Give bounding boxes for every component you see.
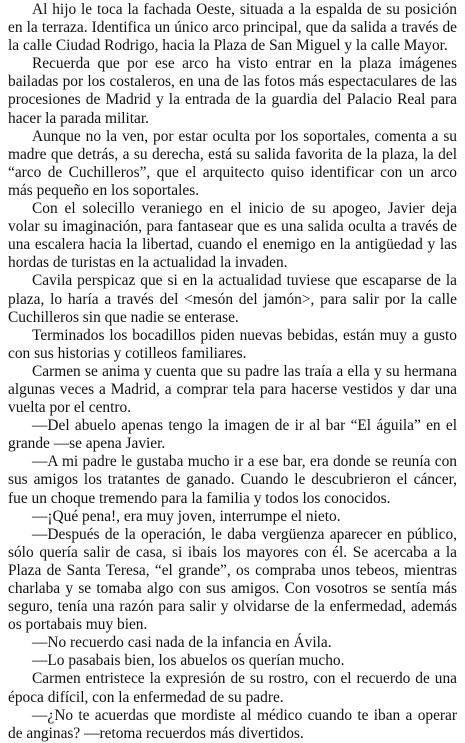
paragraph: Aunque no la ven, por estar oculta por los soportales, comenta a su madre que detrás, a su derecha, está su salida favorita de la plaza, la del “arco de Cuchilleros”, que el arquitecto quiso identificar con un arco más pequeño en los soportales. xyxy=(8,127,457,199)
dialogue-line: —Lo pasabais bien, los abuelos os querían mucho. xyxy=(32,652,345,670)
paragraph: Al hijo le toca la fachada Oeste, situada a la espalda de su posición en la terraza. Identifica un único arco principal, que da salida a través de la calle Ciudad Rodrigo, hacia la Plaza de San Miguel y la calle Mayor. xyxy=(8,1,457,55)
paragraph: Carmen entristece la expresión de su rostro, con el recuerdo de una época difícil, con la enfermedad de su padre. xyxy=(8,670,457,706)
dialogue-line: —Del abuelo apenas tengo la imagen de ir al bar “El águila” en el grande —se apena Javier. xyxy=(8,417,457,453)
dialogue-line: —¡Qué pena!, era muy joven, interrumpe el nieto. xyxy=(32,507,341,525)
dialogue-line: —Después de la operación, le daba vergüenza aparecer en público, sólo quería salir de casa, si ibais los mayores con él. Se acercaba a la Plaza de Santa Teresa, “el grande”, os compraba unos tebeos, mientras charlaba y se tomaba algo con sus amigos. Con vosotros se sentía más seguro, tenía una razón para salir y olvidarse de la enfermedad, además os portabais muy bien. xyxy=(8,525,457,634)
paragraph: Terminados los bocadillos piden nuevas bebidas, están muy a gusto con sus historias y cotilleos familiares. xyxy=(8,326,457,362)
body-text xyxy=(8,1,457,743)
dialogue-line: —¿No te acuerdas que mordiste al médico cuando te iban a operar de anginas? —retoma recuerdos más divertidos. xyxy=(8,706,457,742)
paragraph: Recuerda que por ese arco ha visto entrar en la plaza imágenes bailadas por los costaleros, en una de las fotos más espectaculares de las procesiones de Madrid y la entrada de la guardia del Palacio Real para hacer la parada militar. xyxy=(8,55,457,127)
paragraph: Carmen se anima y cuenta que su padre las traía a ella y su hermana algunas veces a Madrid, a comprar tela para hacerse vestidos y dar una vuelta por el centro. xyxy=(8,362,457,417)
paragraph: Con el solecillo veraniego en el inicio de su apogeo, Javier deja volar su imaginación, para fantasear que es una salida oculta a través de una escalera hacia la libertad, cuando el enemigo en la antigüedad y las hordas de turistas en la actualidad la invaden. xyxy=(8,200,457,272)
dialogue-line: —No recuerdo casi nada de la infancia en Ávila. xyxy=(32,634,332,652)
dialogue-line: —A mi padre le gustaba mucho ir a ese bar, era donde se reunía con sus amigos los tratantes de ganado. Cuando le descubrieron el cáncer, fue un choque tremendo para la familia y todos los conocidos. xyxy=(8,453,457,507)
paragraph: Cavila perspicaz que si en la actualidad tuviese que escaparse de la plaza, lo haría a través del <mesón del jamón>, para salir por la calle Cuchilleros sin que nadie se enterase. xyxy=(8,272,457,326)
